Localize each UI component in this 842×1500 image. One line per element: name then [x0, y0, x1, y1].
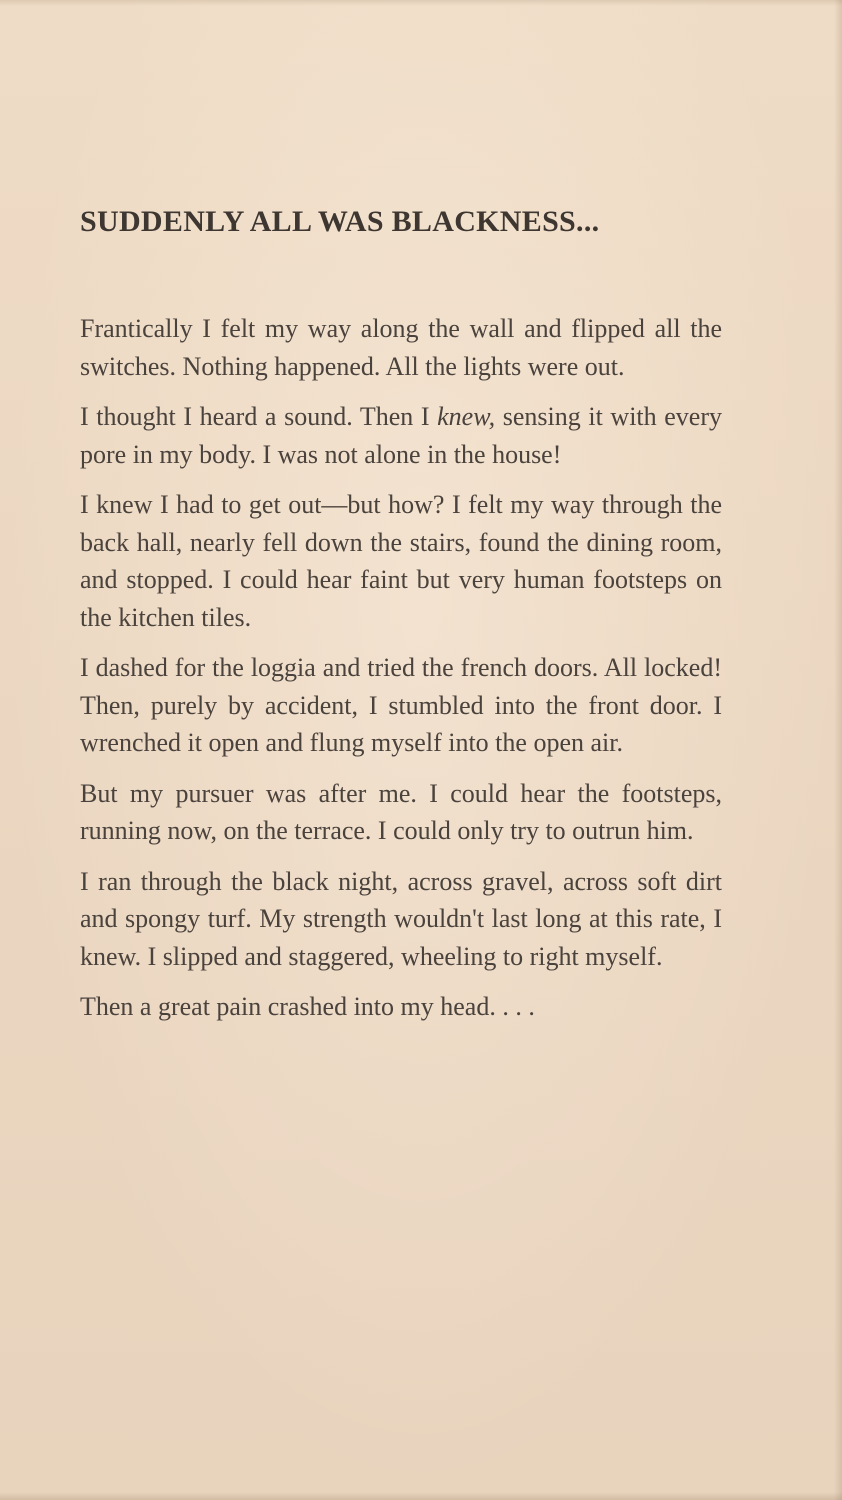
page-edge-top	[0, 0, 842, 6]
paragraph-2	[80, 398, 722, 473]
paragraph-5: But my pursuer was after me. I could hear the footsteps, running now, on the terrace. I could only try to outrun him.	[80, 778, 722, 845]
paragraph-1: Frantically I felt my way along the wall and flipped all the switches. Nothing happened. All the lights were out.	[80, 314, 722, 381]
paragraph-6: I ran through the black night, across gravel, across soft dirt and spongy turf. My strength wouldn't last long at this rate, I knew. I slipped and staggered, wheeling to right myself.	[80, 866, 722, 971]
paragraph-4: I dashed for the loggia and tried the french doors. All locked! Then, purely by accident, I stumbled into the front door. I wrenched it open and flung myself into the open air.	[80, 653, 722, 757]
page-edge-bottom	[0, 1492, 842, 1500]
body-text	[80, 310, 722, 1039]
paragraph-2-emphasis: knew,	[437, 402, 496, 431]
paragraph-3: I knew I had to get out—but how? I felt my way through the back hall, nearly fell down the stairs, found the dining room, and stopped. I could hear faint but very human footsteps on the kitchen tiles.	[80, 490, 722, 632]
paragraph-2-after: sensing it with every pore in my body. I was not alone in the house!	[80, 402, 722, 469]
page-edge-right	[834, 0, 842, 1500]
paragraph-2-before: I thought I heard a sound. Then I	[80, 402, 438, 431]
page-heading: SUDDENLY ALL WAS BLACKNESS...	[80, 205, 600, 238]
paragraph-7: Then a great pain crashed into my head. . . .	[80, 992, 535, 1021]
